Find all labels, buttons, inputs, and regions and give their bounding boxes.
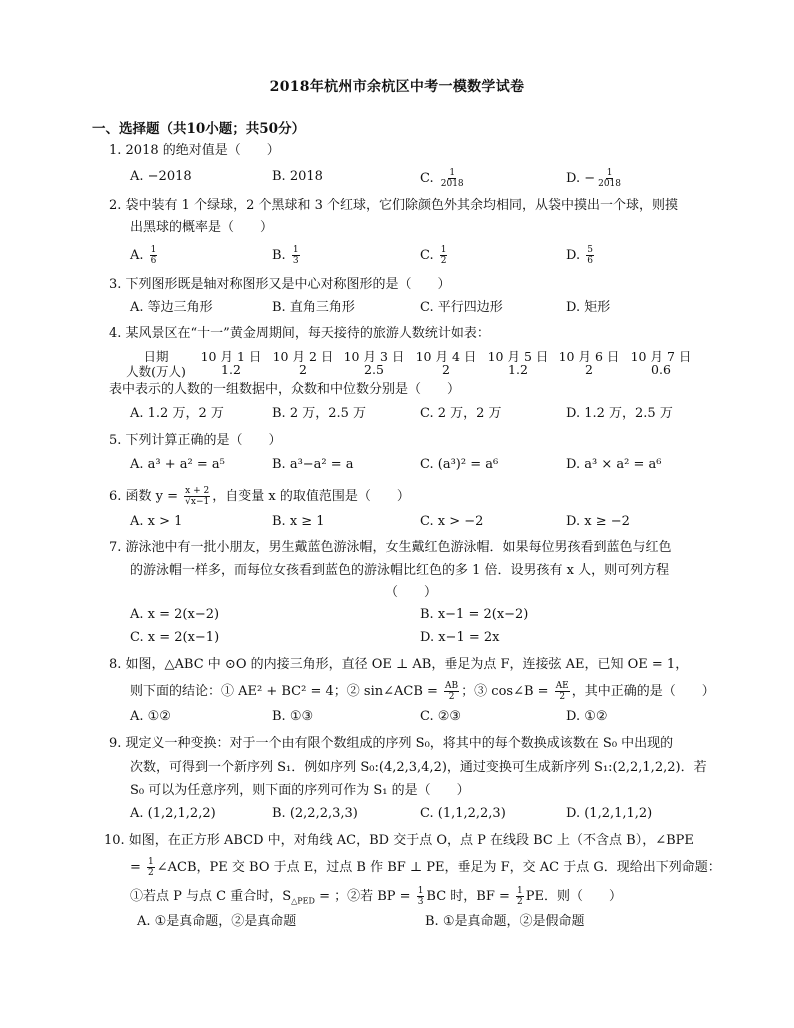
question-1: 1. 2018 的绝对值是（ ）	[109, 143, 280, 158]
table-header-cell: 10 月 5 日	[487, 349, 549, 364]
visitor-table	[128, 347, 708, 377]
question-9-line-1: 9. 现定义一种变换：对于一个由有限个数组成的序列 S₀，将其中的每个数换成该数在 S₀ 中出现的	[109, 736, 674, 751]
q1-option-d: D. − $\frac{1}{2018}$	[566, 168, 622, 189]
q2-option-c: C. $\frac{1}{2}$	[420, 245, 447, 266]
table-cell: 0.6	[651, 362, 671, 377]
table-cell: 1.2	[221, 362, 241, 377]
table-header-cell: 日期	[143, 349, 169, 364]
q3-option-b: B. 直角三角形	[272, 300, 355, 315]
table-header-cell: 10 月 6 日	[558, 349, 620, 364]
table-header-cell: 10 月 1 日	[200, 349, 262, 364]
table-header-cell: 10 月 7 日	[630, 349, 692, 364]
q5-option-a: A. a³ + a² = a⁵	[130, 457, 225, 472]
q6-option-d: D. x ≥ −2	[566, 514, 630, 529]
q7-option-b: B. x−1 = 2(x−2)	[420, 607, 529, 622]
q9-option-a: A. (1,2,1,2,2)	[130, 806, 216, 821]
q3-option-a: A. 等边三角形	[130, 300, 213, 315]
q4-option-d: D. 1.2 万，2.5 万	[566, 406, 673, 421]
q5-option-b: B. a³−a² = a	[272, 457, 354, 472]
question-6: 6. 函数 y = $\frac{x + 2}{√x-1}$ ，自变量 x 的取值范围是（ ）	[109, 486, 410, 507]
q8-option-c: C. ②③	[420, 709, 462, 724]
q6-option-c: C. x > −2	[420, 514, 484, 529]
q6-option-a: A. x > 1	[130, 514, 183, 529]
question-7-line-2: 的游泳帽一样多，而每位女孩看到蓝色的游泳帽比红色的多 1 倍．设男孩有 x 人，则可列方程	[130, 563, 670, 578]
q9-option-b: B. (2,2,2,3,3)	[272, 806, 358, 821]
question-8-line-1: 8. 如图，△ABC 中 ⊙O 的内接三角形，直径 OE ⊥ AB，垂足为点 F，连接弦 AE，已知 OE = 1，	[109, 657, 689, 672]
table-header-cell: 10 月 4 日	[415, 349, 477, 364]
question-10-line-1: 10. 如图，在正方形 ABCD 中，对角线 AC，BD 交于点 O，点 P 在线段 BC 上（不含点 B），∠BPE	[104, 833, 694, 848]
q7-option-d: D. x−1 = 2x	[420, 630, 500, 645]
q4-option-b: B. 2 万，2.5 万	[272, 406, 367, 421]
q7-option-c: C. x = 2(x−1)	[130, 630, 220, 645]
q10-option-a: A. ①是真命题，②是真命题	[137, 914, 297, 929]
q9-option-c: C. (1,1,2,2,3)	[420, 806, 506, 821]
page-title: 2018年杭州市余杭区中考一模数学试卷	[269, 79, 525, 95]
table-cell: 2.5	[364, 362, 384, 377]
question-4-after: 表中表示的人数的一组数据中，众数和中位数分别是（ ）	[109, 382, 461, 397]
table-cell: 2	[585, 362, 593, 377]
question-2-line-2: 出黑球的概率是（ ）	[130, 220, 274, 235]
table-row	[128, 362, 708, 377]
q5-option-c: C. (a³)² = a⁶	[420, 457, 499, 472]
section-heading: 一、选择题（共10小题；共50分）	[92, 121, 306, 137]
table-cell: 2	[299, 362, 307, 377]
q3-option-c: C. 平行四边形	[420, 300, 503, 315]
q7-option-a: A. x = 2(x−2)	[130, 607, 220, 622]
table-row-label: 人数(万人)	[126, 364, 186, 379]
question-3: 3. 下列图形既是轴对称图形又是中心对称图形的是（ ）	[109, 277, 451, 292]
q10-option-b: B. ①是真命题，②是假命题	[425, 914, 585, 929]
q4-option-c: C. 2 万，2 万	[420, 406, 502, 421]
table-header-cell: 10 月 2 日	[272, 349, 334, 364]
question-7-line-1: 7. 游泳池中有一批小朋友，男生戴蓝色游泳帽，女生戴红色游泳帽．如果每位男孩看到蓝色与红色	[109, 540, 672, 555]
q3-option-d: D. 矩形	[566, 300, 611, 315]
q6-option-b: B. x ≥ 1	[272, 514, 325, 529]
question-8-line-2: 则下面的结论：① AE² + BC² = 4；② sin∠ACB = $\frac{AB}{2}$ ；③ cos∠B = $\frac{AE}{2}$ ，其中正确的是（ ）	[130, 681, 715, 702]
q1-option-a: A. −2018	[130, 169, 192, 184]
table-header-row	[128, 347, 708, 362]
q8-option-b: B. ①③	[272, 709, 314, 724]
question-9-line-2: 次数，可得到一个新序列 S₁．例如序列 S₀:(4,2,3,4,2)，通过变换可生成新序列 S₁:(2,2,1,2,2)．若	[130, 760, 707, 775]
question-2-line-1: 2. 袋中装有 1 个绿球，2 个黑球和 3 个红球，它们除颜色外其余均相同，从袋中摸出一个球，则摸	[109, 198, 679, 213]
question-10-line-2: = $\frac{1}{2}$ ∠ACB，PE 交 BO 于点 E，过点 B 作 BF ⊥ PE，垂足为 F，交 AC 于点 G．现给出下列命题：	[130, 857, 721, 878]
q2-option-d: D. $\frac{5}{6}$	[566, 245, 593, 266]
question-9-line-3: S₀ 可以为任意序列，则下面的序列可作为 S₁ 的是（ ）	[130, 783, 470, 798]
question-4: 4. 某风景区在“十一”黄金周期间，每天接待的旅游人数统计如表：	[109, 326, 490, 341]
q8-option-d: D. ①②	[566, 709, 608, 724]
q2-option-b: B. $\frac{1}{3}$	[272, 245, 299, 266]
q8-option-a: A. ①②	[130, 709, 171, 724]
question-7-line-3: （ ）	[385, 585, 438, 600]
q5-option-d: D. a³ × a² = a⁶	[566, 457, 662, 472]
q2-option-a: A. $\frac{1}{6}$	[130, 245, 157, 266]
table-cell: 2	[442, 362, 450, 377]
q1-option-c: C. $\frac{1}{2018}$	[420, 168, 464, 189]
question-5: 5. 下列计算正确的是（ ）	[109, 433, 282, 448]
table-header-cell: 10 月 3 日	[343, 349, 405, 364]
q1-option-b: B. 2018	[272, 169, 323, 184]
table-cell: 1.2	[508, 362, 528, 377]
question-10-line-3: ①若点 P 与点 C 重合时，$S_{\triangle PED}$ = ；②若 BP = $\frac{1}{3}$ BC 时，BF = $\frac{1}{2}$ PE．则（ ）	[130, 886, 623, 907]
q9-option-d: D. (1,2,1,1,2)	[566, 806, 653, 821]
q4-option-a: A. 1.2 万，2 万	[130, 406, 224, 421]
